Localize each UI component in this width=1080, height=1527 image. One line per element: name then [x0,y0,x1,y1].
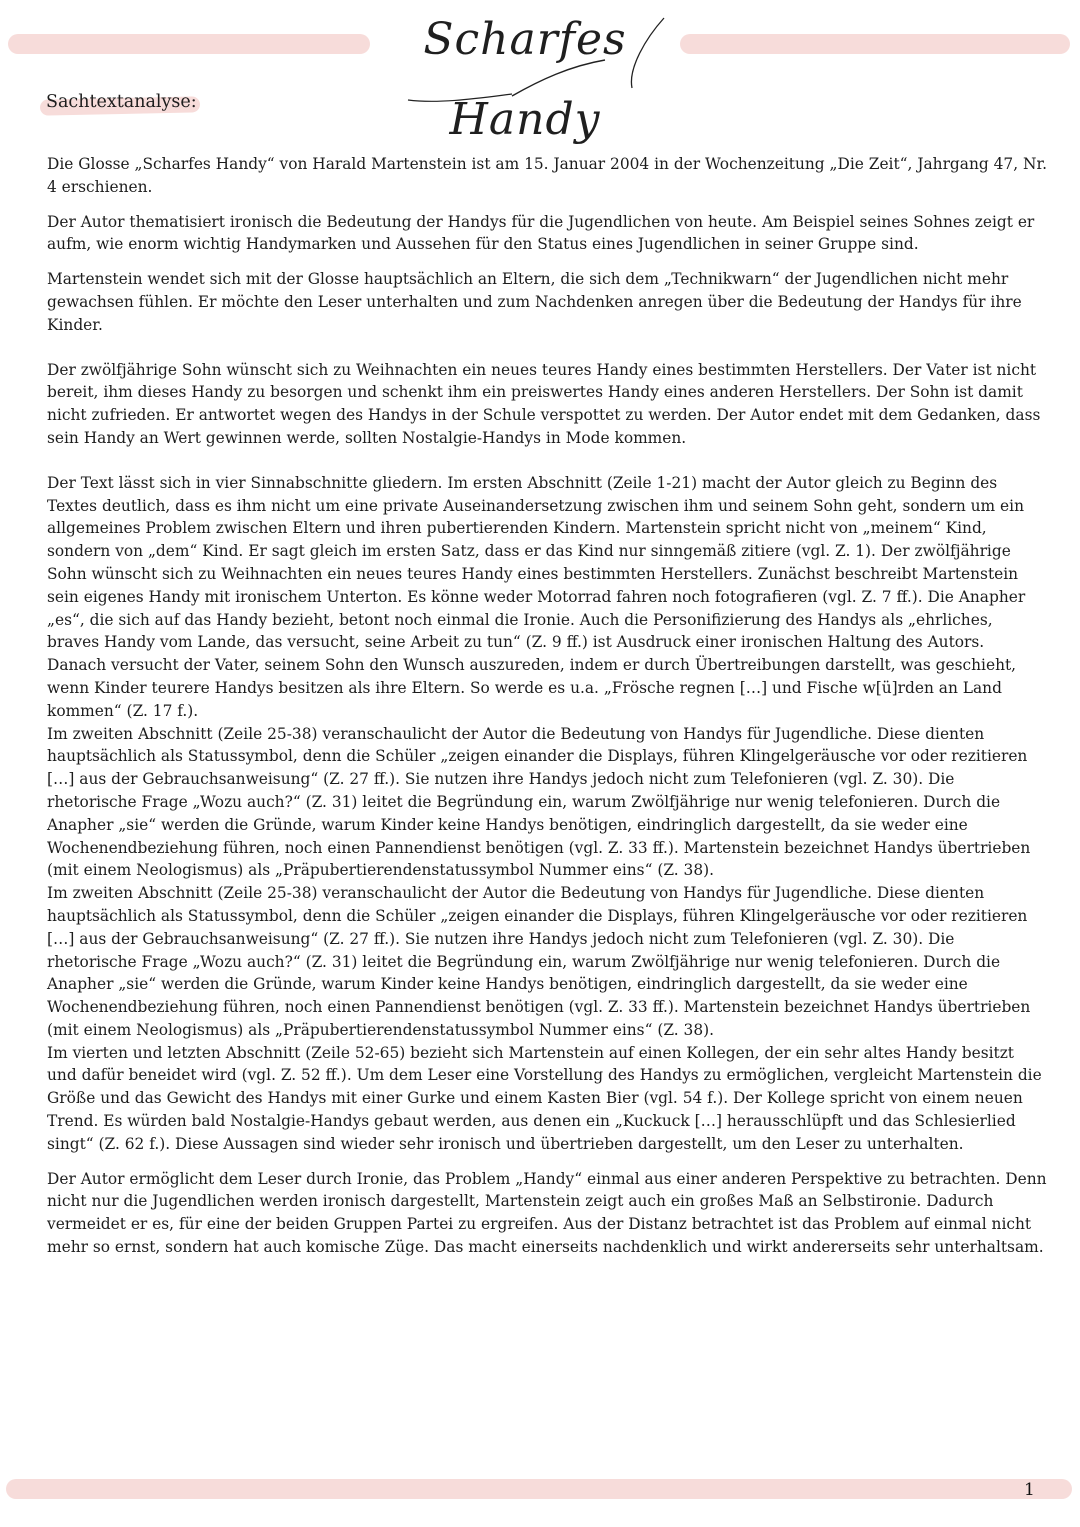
paragraph-section-1: Der Text lässt sich in vier Sinnabschnitte gliedern. Im ersten Abschnitt (Zeile 1-21) macht der Autor gleich zu Beginn des Textes deutlich, dass es ihm nicht um eine private Auseinandersetzung zwischen ihm und seinem Sohn geht, sondern um ein allgemeines Problem zwischen Eltern und ihren pubertierenden Kindern. Martenstein spricht nicht von „meinem“ Kind, sondern von „dem“ Kind. Er sagt gleich im ersten Satz, dass er das Kind nur sinngemäß zitiere (vgl. Z. 1). Der zwölfjährige Sohn wünscht sich zu Weihnachten ein neues teures Handy eines bestimmten Herstellers. Zunächst beschreibt Martenstein sein eigenes Handy mit ironischem Unterton. Es könne weder Motorrad fahren noch fotografieren (vgl. Z. 7 ff.). Die Anapher „es“, die sich auf das Handy bezieht, betont noch einmal die Ironie. Auch die Personifizierung des Handys als „ehrliches, braves Handy vom Lande, das versucht, seine Arbeit zu tun“ (Z. 9 ff.) ist Ausdruck einer ironischen Haltung des Autors. Danach versucht der Vater, seinem Sohn den Wunsch auszureden, indem er durch Übertreibungen darstellt, was geschieht, wenn Kinder teurere Handys besitzen als ihre Eltern. So werde es u.a. „Frösche regnen […] und Fische w[ü]rden an Land kommen“ (Z. 17 f.). [47,473,1026,720]
analysis-text [47,153,1047,1259]
paragraph-section-4: Im vierten und letzten Abschnitt (Zeile 52-65) bezieht sich Martenstein auf einen Kollegen, der ein sehr altes Handy besitzt und dafür beneidet wird (vgl. Z. 52 ff.). Um dem Leser eine Vorstellung des Handys zu ermöglichen, vergleicht Martenstein die Größe und das Gewicht des Handys mit einer Gurke und einem Kasten Bier (vgl. 54 f.). Der Kollege spricht von einem neuen Trend. Es würden bald Nostalgie-Handys gebaut werden, aus denen ein „Kuckuck […] herausschlüpft und das Schlesierlied singt“ (Z. 62 f.). Diese Aussagen sind wieder sehr ironisch und übertrieben dargestellt, um den Leser zu unterhalten. [47,1043,1042,1153]
subheading-block [46,92,197,112]
header-band-left [8,34,370,54]
page-number: 1 [1024,1480,1035,1500]
paragraph-conclusion: Der Autor ermöglicht dem Leser durch Ironie, das Problem „Handy“ einmal aus einer anderen Perspektive zu betrachten. Denn nicht nur die Jugendlichen werden ironisch dargestellt, Martenstein zeigt auch ein großes Maß an Selbstironie. Dadurch vermeidet er es, für eine der beiden Gruppen Partei zu ergreifen. Aus der Distanz betrachtet ist das Problem auf einmal nicht mehr so ernst, sondern hat auch komische Züge. Das macht einerseits nachdenklich und wirkt andererseits sehr unterhaltsam. [47,1169,1047,1257]
paragraph-publication: Die Glosse „Scharfes Handy“ von Harald Martenstein ist am 15. Januar 2004 in der Wochenzeitung „Die Zeit“, Jahrgang 47, Nr. 4 erschienen. [47,155,1048,196]
paragraph-summary: Der zwölfjährige Sohn wünscht sich zu Weihnachten ein neues teures Handy eines bestimmten Herstellers. Der Vater ist nicht bereit, ihm dieses Handy zu besorgen und schenkt ihm ein preiswertes Handy eines anderen Herstellers. Der Sohn ist damit nicht zufrieden. Er antwortet wegen des Handys in der Schule verspottet zu werden. Der Autor endet mit dem Gedanken, dass sein Handy an Wert gewinnen werde, sollten Nostalgie-Handys in Mode kommen. [47,360,1041,447]
subheading: Sachtextanalyse: [46,92,197,112]
title-flourish-icon [400,8,700,108]
paragraph-topic: Der Autor thematisiert ironisch die Bedeutung der Handys für die Jugendlichen von heute. Am Beispiel seines Sohnes zeigt er aufm, wie enorm wichtig Handymarken und Aussehen für den Status eines Jugendlichen in seiner Gruppe sind. [47,212,1035,254]
paragraph-section-2: Im zweiten Abschnitt (Zeile 25-38) veranschaulicht der Autor die Bedeutung von Handys für Jugendliche. Diese dienten hauptsächlich als Statussymbol, denn die Schüler „zeigen einander die Displays, führen Klingelgeräusche vor oder rezitieren […] aus der Gebrauchsanweisung“ (Z. 27 ff.). Sie nutzen ihre Handys jedoch nicht zum Telefonieren (vgl. Z. 30). Die rhetorische Frage „Wozu auch?“ (Z. 31) leitet die Begründung ein, warum Zwölfjährige nur wenig telefonieren. Durch die Anapher „sie“ werden die Gründe, warum Kinder keine Handys benötigen, eindringlich dargestellt, da sie weder eine Wochenendbeziehung führen, noch einen Pannendienst benötigen (vgl. Z. 33 ff.). Martenstein bezeichnet Handys übertrieben (mit einem Neologismus) als „Präpubertierendenstatussymbol Nummer eins“ (Z. 38). [47,724,1031,880]
paragraph-section-2-repeat: Im zweiten Abschnitt (Zeile 25-38) veranschaulicht der Autor die Bedeutung von Handys für Jugendliche. Diese dienten hauptsächlich als Statussymbol, denn die Schüler „zeigen einander die Displays, führen Klingelgeräusche vor oder rezitieren […] aus der Gebrauchsanweisung“ (Z. 27 ff.). Sie nutzen ihre Handys jedoch nicht zum Telefonieren (vgl. Z. 30). Die rhetorische Frage „Wozu auch?“ (Z. 31) leitet die Begründung ein, warum Zwölfjährige nur wenig telefonieren. Durch die Anapher „sie“ werden die Gründe, warum Kinder keine Handys benötigen, eindringlich dargestellt, da sie weder eine Wochenendbeziehung führen, noch einen Pannendienst benötigen (vgl. Z. 33 ff.). Martenstein bezeichnet Handys übertrieben (mit einem Neologismus) als „Präpubertierendenstatussymbol Nummer eins“ (Z. 38). [47,884,1031,1039]
footer-band [6,1479,1072,1499]
header-band-right [680,34,1070,54]
paragraph-audience: Martenstein wendet sich mit der Glosse hauptsächlich an Eltern, die sich dem „Technikwarn“ der Jugendlichen nicht mehr gewachsen fühlen. Er möchte den Leser unterhalten und zum Nachdenken anregen über die Bedeutung der Handys für ihre Kinder. [47,270,1022,334]
page-title: Scharfes Handy [423,14,627,145]
